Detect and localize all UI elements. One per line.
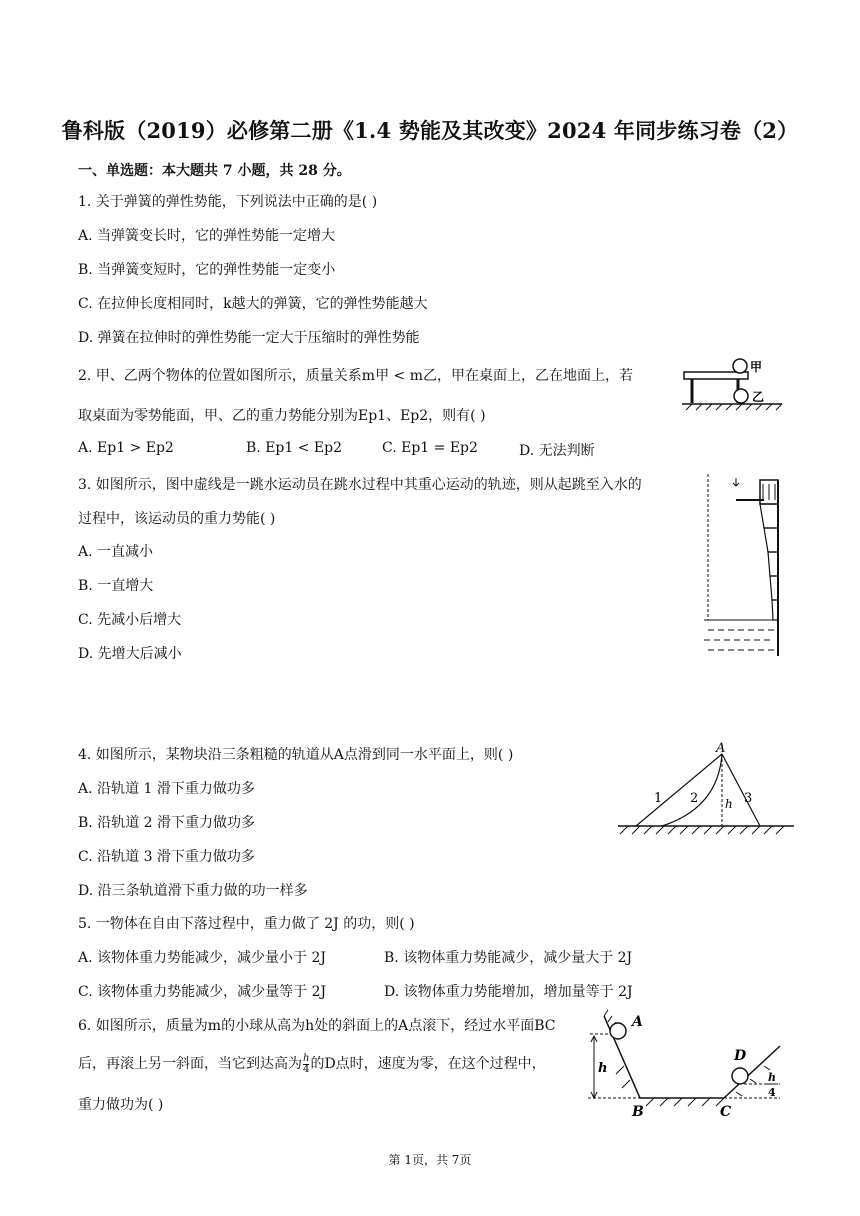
q4-option-c: C. 沿轨道 3 滑下重力做功多 (78, 849, 255, 865)
q2-label-yi: 乙 (752, 390, 765, 404)
q5-option-c: C. 该物体重力势能减少，减少量等于 2J (78, 984, 327, 1000)
q3-stem-line2: 过程中，该运动员的重力势能( ) (78, 511, 276, 527)
q6-label-h4-den: 4 (768, 1086, 776, 1099)
q6-stem-line3: 重力做功为( ) (78, 1097, 164, 1113)
q3-stem-line1: 3. 如图所示，图中虚线是一跳水运动员在跳水过程中其重心运动的轨迹，则从起跳至入水的 (78, 477, 642, 493)
q3-option-d: D. 先增大后减小 (78, 646, 182, 662)
q6-label-B: B (632, 1104, 644, 1120)
page-title: 鲁科版（2019）必修第二册《1.4 势能及其改变》2024 年同步练习卷（2） (61, 118, 799, 143)
q2-option-b: B. Ep1 < Ep2 (246, 440, 342, 456)
q4-option-a: A. 沿轨道 1 滑下重力做功多 (78, 781, 255, 797)
q6-fraction (303, 1054, 309, 1075)
q5-stem: 5. 一物体在自由下落过程中，重力做了 2J 的功，则( ) (78, 916, 415, 932)
q6-frac-num: h (303, 1052, 310, 1064)
q2-stem-line1: 2. 甲、乙两个物体的位置如图所示，质量关系m甲 < m乙，甲在桌面上，乙在地面上，若 (78, 368, 633, 384)
q5-option-b: B. 该物体重力势能减少，减少量大于 2J (384, 950, 633, 966)
q4-option-d: D. 沿三条轨道滑下重力做的功一样多 (78, 883, 308, 899)
q4-option-b: B. 沿轨道 2 滑下重力做功多 (78, 815, 255, 831)
q6-label-h4-num: h (768, 1071, 776, 1084)
q6-stem-line1: 6. 如图所示，质量为m的小球从高为h处的斜面上的A点滚下，经过水平面BC (78, 1018, 556, 1034)
q1-option-d: D. 弹簧在拉伸时的弹性势能一定大于压缩时的弹性势能 (78, 330, 420, 346)
q1-option-c: C. 在拉伸长度相同时，k越大的弹簧，它的弹性势能越大 (78, 296, 428, 312)
q6-label-C: C (720, 1104, 732, 1120)
q2-figure (678, 358, 790, 418)
q6-label-A: A (632, 1014, 643, 1030)
q4-stem: 4. 如图所示，某物块沿三条粗糙的轨道从A点滑到同一水平面上，则( ) (78, 747, 514, 763)
q2-label-jia: 甲 (750, 360, 763, 374)
q1-option-a: A. 当弹簧变长时，它的弹性势能一定增大 (78, 228, 336, 244)
q4-label-2: 2 (690, 791, 699, 806)
q1-stem: 1. 关于弹簧的弹性势能，下列说法中正确的是( ) (78, 194, 378, 210)
q4-label-h: h (725, 797, 733, 811)
q4-label-A: A (716, 741, 726, 756)
q6-stem-line2-a: 后，再滚上另一斜面，当它到达高为 (78, 1056, 302, 1072)
q6-label-D: D (734, 1048, 747, 1064)
q5-option-a: A. 该物体重力势能减少，减少量小于 2J (78, 950, 326, 966)
q2-option-d: D. 无法判断 (519, 443, 595, 459)
q4-label-1: 1 (654, 791, 663, 806)
q2-option-c: C. Ep1 = Ep2 (382, 440, 478, 456)
q6-label-h: h (598, 1061, 608, 1076)
q6-stem-line2 (78, 1053, 546, 1075)
q6-stem-line2-b: 的D点时，速度为零，在这个过程中， (310, 1056, 546, 1072)
page-footer: 第 1页，共 7页 (388, 1153, 472, 1167)
q1-option-b: B. 当弹簧变短时，它的弹性势能一定变小 (78, 262, 336, 278)
q4-figure (614, 738, 798, 840)
q4-label-3: 3 (744, 791, 753, 806)
q6-figure (584, 1006, 786, 1120)
q3-option-c: C. 先减小后增大 (78, 612, 182, 628)
q5-option-d: D. 该物体重力势能增加，增加量等于 2J (384, 984, 633, 1000)
q3-option-a: A. 一直减小 (78, 544, 154, 560)
q2-stem-line2: 取桌面为零势能面，甲、乙的重力势能分别为Ep1、Ep2，则有( ) (78, 408, 486, 424)
q3-figure (700, 470, 784, 660)
q6-frac-den: 4 (303, 1063, 310, 1075)
q2-option-a: A. Ep1 > Ep2 (78, 440, 174, 456)
q3-option-b: B. 一直增大 (78, 578, 154, 594)
section-heading: 一、单选题：本大题共 7 小题，共 28 分。 (78, 163, 351, 179)
